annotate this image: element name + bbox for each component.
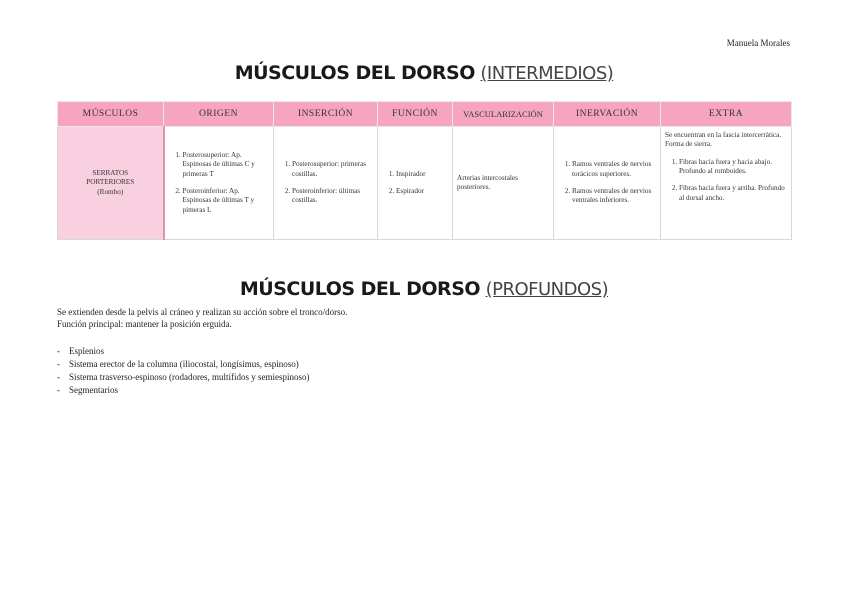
muscles-table	[57, 101, 792, 240]
title-main: MÚSCULOS DEL DORSO	[234, 62, 475, 84]
cell-muscle	[58, 127, 164, 240]
header-musculos: MÚSCULOS	[58, 102, 164, 127]
header-inervacion: INERVACIÓN	[554, 102, 661, 127]
section-title-profundos	[0, 278, 848, 300]
list-item: 1. Posterosuperior: Ap. Espinosas de últimas C y primeras T	[183, 151, 270, 179]
header-insercion: INSERCIÓN	[274, 102, 378, 127]
header-extra: EXTRA	[661, 102, 792, 127]
cell-origen	[164, 127, 274, 240]
extra-intro-line: Se encuentran en la fascia intercerrática.	[665, 131, 782, 139]
list-item: - Esplenios	[57, 345, 309, 358]
list-item: 2. Posteroinferior: últimas costillas.	[292, 187, 373, 206]
description-paragraph: Se extienden desde la pelvis al cráneo y realizan su acción sobre el tronco/dorso.	[57, 307, 348, 317]
list-item: - Sistema trasverso-espinoso (rodadores, multífidos y semiespinoso)	[57, 371, 309, 384]
title-sub: (PROFUNDOS)	[485, 279, 609, 300]
cell-extra	[661, 127, 792, 240]
extra-intro-line: Forma de sierra.	[665, 140, 712, 149]
header-origen: ORIGEN	[164, 102, 274, 127]
title-main: MÚSCULOS DEL DORSO	[239, 278, 481, 300]
cell-funcion	[378, 127, 453, 240]
cell-vascularizacion: Arterias intercostales posteriores.	[453, 127, 554, 240]
list-item: 1. Posterosuperior: primeras costillas.	[292, 160, 373, 179]
deep-muscles-list	[57, 345, 309, 397]
table-header-row	[58, 102, 792, 127]
header-funcion: FUNCIÓN	[378, 102, 453, 127]
list-item: 1. Ramos ventrales de nervios torácicos superiores.	[572, 160, 656, 179]
list-item: 1. Inspirador	[396, 170, 448, 179]
list-item: 2. Fibras hacia fuera y arriba. Profundo al dorsal ancho.	[679, 184, 787, 203]
list-item: - Segmentarios	[57, 384, 309, 397]
muscle-name-line: SERRATOS	[92, 168, 129, 177]
muscle-name-line: PORTERIORES	[86, 178, 135, 187]
muscle-name-line: (Rombo)	[97, 187, 124, 196]
author-name: Manuela Morales	[726, 38, 790, 48]
cell-inervacion	[554, 127, 661, 240]
list-item: 2. Posteroinferior: Ap. Espinosas de últimas T y pimeras L	[183, 187, 270, 215]
list-item: 1. Fibras hacia fuera y hacia abajo. Profundo al romboides.	[679, 158, 787, 177]
table-row	[58, 127, 792, 240]
cell-insercion	[274, 127, 378, 240]
list-item: 2. Ramos ventrales de nervios ventrales inferiores.	[572, 187, 656, 206]
list-item: 2. Espirador	[396, 187, 448, 196]
function-paragraph: Función principal: mantener la posición erguida.	[57, 319, 232, 329]
section-title-intermedios	[0, 62, 848, 84]
title-sub: (INTERMEDIOS)	[480, 63, 614, 84]
header-vascularizacion: VASCULARIZACIÓN	[453, 102, 554, 127]
list-item: - Sistema erector de la columna (iliocostal, longísimus, espinoso)	[57, 358, 309, 371]
